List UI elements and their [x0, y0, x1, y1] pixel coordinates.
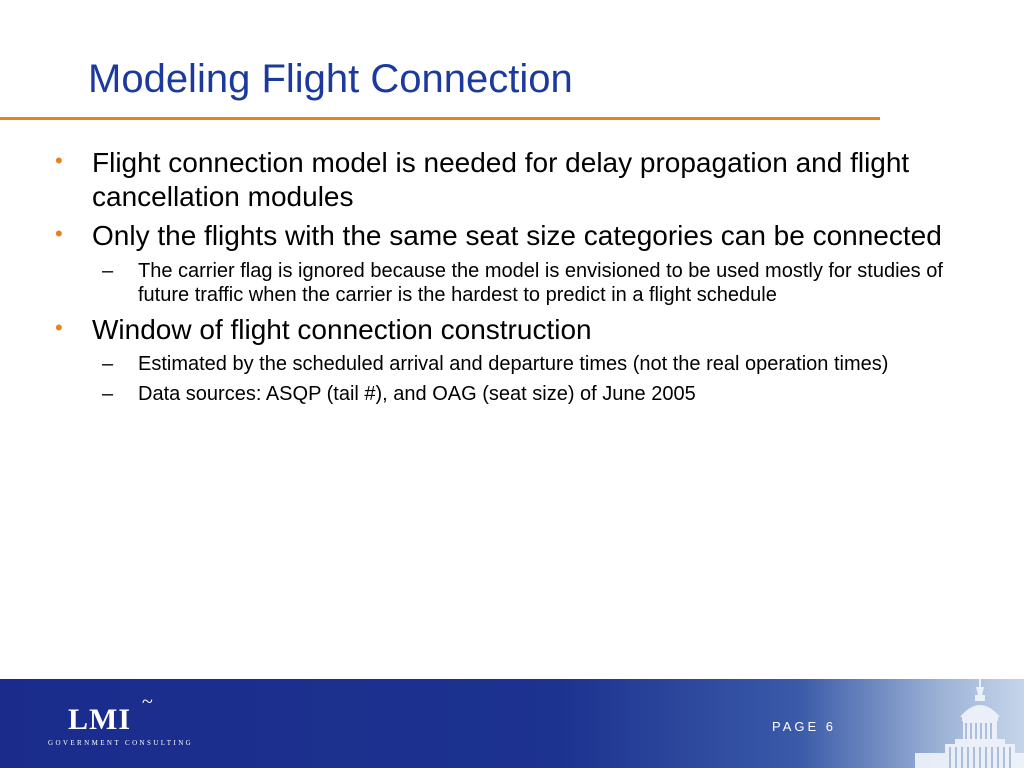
- bullet-text: Flight connection model is needed for delay propagation and flight cancellation modules: [92, 147, 910, 212]
- bullet-dot-icon: •: [55, 148, 63, 173]
- title-underline: [0, 117, 880, 120]
- footer-bar: [0, 679, 1024, 768]
- slide-title: Modeling Flight Connection: [88, 57, 573, 101]
- bullet-item: [55, 146, 995, 213]
- logo-tilde-mark: ~: [142, 691, 153, 713]
- sub-bullet-text: Data sources: ASQP (tail #), and OAG (seat size) of June 2005: [138, 383, 696, 406]
- page-number: PAGE 6: [772, 719, 837, 734]
- dash-icon: –: [102, 353, 114, 376]
- bullet-dot-icon: •: [55, 314, 63, 340]
- dash-icon: –: [102, 383, 114, 406]
- capitol-dome-icon: [905, 679, 1024, 768]
- logo-wordmark: LMI: [68, 703, 131, 736]
- dash-icon: –: [102, 259, 114, 282]
- sub-bullet-text: The carrier flag is ignored because the model is envisioned to be used mostly for studies of future traffic when the carrier is the hardest to predict in a flight schedule: [138, 259, 943, 306]
- sub-bullet-text: Estimated by the scheduled arrival and departure times (not the real operation times): [138, 353, 889, 376]
- sub-bullet-item: [55, 382, 995, 406]
- sub-bullet-item: [55, 259, 995, 307]
- logo-subtitle: GOVERNMENT CONSULTING: [48, 739, 194, 747]
- bullet-text: Only the flights with the same seat size categories can be connected: [92, 220, 942, 252]
- bullet-text: Window of flight connection construction: [92, 313, 592, 345]
- slide-content: [55, 146, 995, 412]
- sub-bullet-item: [55, 352, 995, 376]
- bullet-dot-icon: •: [55, 221, 63, 247]
- lmi-logo: [48, 691, 194, 753]
- bullet-item: [55, 313, 995, 347]
- bullet-item: [55, 219, 995, 253]
